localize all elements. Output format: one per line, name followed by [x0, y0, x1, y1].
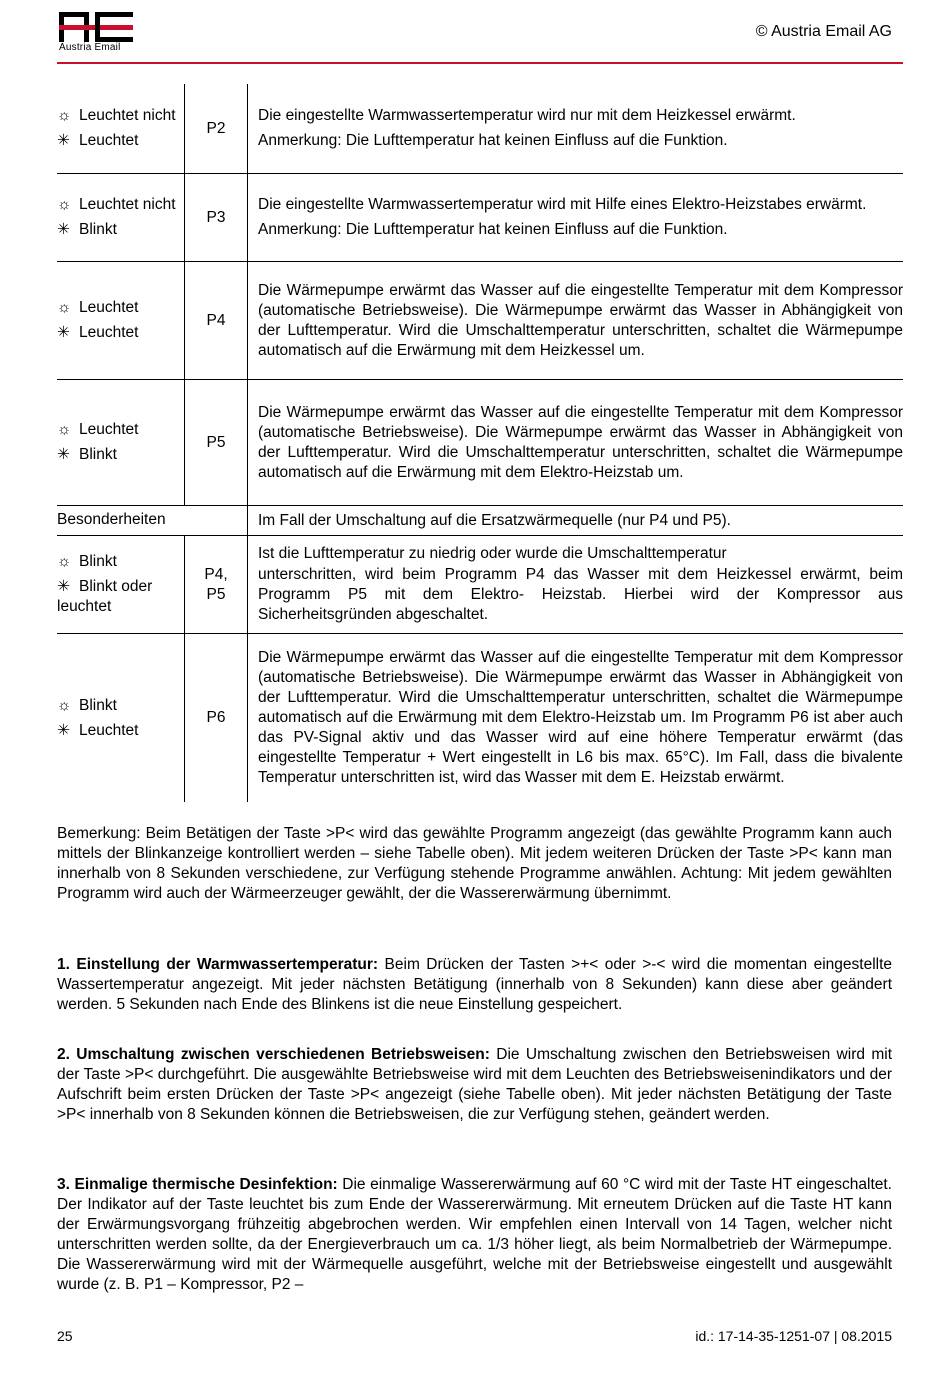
- description-cell: [248, 536, 903, 633]
- indicator-cell: [57, 262, 184, 379]
- program-label: P4, P5: [204, 565, 228, 603]
- document-id: id.: 17-14-35-1251-07 | 08.2015: [695, 1328, 892, 1344]
- page-number: 25: [57, 1328, 73, 1344]
- description-text: Die Wärmepumpe erwärmt das Wasser auf die eingestellte Temperatur mit dem Kompressor (automatische Betriebsweise). Die Wärmepumpe erwärmt das Wasser in Abhängigkeit von der Lufttemperatur. Wird die Umschalttemperatur unterschritten, schaltet die Wärmepumpe automatisch auf die Erwärmung mit dem Elektro-Heizstab um.: [258, 403, 903, 481]
- description-cell: [248, 262, 903, 379]
- section-operating-modes: [57, 1045, 892, 1125]
- description-text: Im Fall der Umschaltung auf die Ersatzwärmequelle (nur P4 und P5).: [258, 511, 731, 529]
- description-text: Ist die Lufttemperatur zu niedrig oder wurde die Umschalttemperatur: [258, 545, 727, 562]
- sun-outline-icon: ☼: [57, 553, 72, 570]
- section-title: 2. Umschaltung zwischen verschiedenen Betriebsweisen:: [57, 1046, 490, 1063]
- program-cell: P4: [184, 262, 248, 379]
- table-row: [57, 634, 903, 802]
- table-row: [57, 262, 903, 380]
- header-rule: [57, 62, 903, 64]
- sun-outline-icon: ☼: [57, 107, 72, 124]
- program-table: [57, 84, 903, 802]
- asterisk-icon: ✳: [57, 221, 70, 238]
- description-text-continued: unterschritten, wird beim Programm P4 das Wasser mit dem Heizkessel erwärmt, beim Programm P5 mit dem Elektro- Heizstab. Hierbei wird der Kompressor aus Sicherheitsgründen abgeschaltet.: [258, 566, 903, 623]
- sun-outline-icon: ☼: [57, 696, 72, 714]
- special-label-cell: Besonderheiten: [57, 506, 248, 535]
- sun-state: Blinkt: [79, 553, 117, 570]
- star-state: Blinkt oder leuchtet: [57, 578, 153, 615]
- indicator-cell: [57, 634, 184, 802]
- star-state: Leuchtet: [79, 324, 139, 341]
- star-state: Leuchtet: [79, 132, 139, 149]
- page-header: [0, 0, 950, 66]
- description-note: Anmerkung: Die Lufttemperatur hat keinen Einfluss auf die Funktion.: [258, 221, 728, 238]
- copyright-text: © Austria Email AG: [755, 23, 892, 40]
- description-text: Die Wärmepumpe erwärmt das Wasser auf die eingestellte Temperatur mit dem Kompressor (automatische Betriebsweise). Die Wärmepumpe erwärmt das Wasser in Abhängigkeit von der Lufttemperatur. Wird die Umschalttemperatur unterschritten, schaltet die Wärmepumpe automatisch auf die Erwärmung mit dem Heizkessel um.: [258, 281, 903, 359]
- sun-outline-icon: ☼: [57, 421, 72, 438]
- program-cell: P5: [184, 380, 248, 505]
- table-row: [57, 84, 903, 174]
- description-cell: [248, 84, 903, 173]
- sun-state: Blinkt: [79, 696, 117, 714]
- description-cell: [248, 634, 903, 802]
- indicator-cell: [57, 536, 184, 633]
- star-state: Leuchtet: [79, 721, 139, 739]
- indicator-cell: [57, 174, 184, 261]
- sun-outline-icon: ☼: [57, 299, 72, 316]
- asterisk-icon: ✳: [57, 578, 70, 595]
- table-row: [57, 506, 903, 536]
- indicator-cell: [57, 380, 184, 505]
- asterisk-icon: ✳: [57, 132, 70, 149]
- description-text: Die eingestellte Warmwassertemperatur wird nur mit dem Heizkessel erwärmt.: [258, 107, 796, 124]
- section-disinfection: [57, 1175, 892, 1295]
- asterisk-icon: ✳: [57, 721, 70, 739]
- description-text: Die eingestellte Warmwassertemperatur wird mit Hilfe eines Elektro-Heizstabes erwärmt.: [258, 196, 867, 213]
- program-cell: P2: [184, 84, 248, 173]
- program-cell: [184, 536, 248, 633]
- asterisk-icon: ✳: [57, 446, 70, 463]
- sun-state: Leuchtet nicht: [79, 107, 176, 124]
- sun-state: Leuchtet: [79, 421, 139, 438]
- section-temperature: [57, 955, 892, 1015]
- description-cell: [248, 506, 903, 535]
- description-text: Die Wärmepumpe erwärmt das Wasser auf die eingestellte Temperatur mit dem Kompressor (automatische Betriebsweise). Die Wärmepumpe erwärmt das Wasser in Abhängigkeit von der Lufttemperatur. Wird die Umschalttemperatur unterschritten, schaltet die Wärmepumpe automatisch auf die Erwärmung mit dem Elektro-Heizstab um. Im Programm P6 ist aber auch das PV-Signal aktiv und das Wasser wird auf eine höhere Temperatur erwärmt (das eingestellte Temperatur + Wert eingestellt in L6 bis max. 65°C). Im Fall, dass die bivalente Temperatur unterschritten ist, wird das Wasser mit dem E. Heizstab erwärmt.: [258, 649, 903, 786]
- description-cell: [248, 380, 903, 505]
- section-title: 3. Einmalige thermische Desinfektion:: [57, 1176, 338, 1193]
- section-text: Die Umschaltung zwischen den Betriebsweisen wird mit der Taste >P< durchgeführt. Die ausgewählte Betriebsweise wird mit dem Leuchten des Betriebsweisenindikators und der Aufschrift beim ersten Drücken der Taste >P< angezeigt (siehe Tabelle oben). Mit jeder nächsten Betätigung der Taste >P< innerhalb von 8 Sekunden können die Betriebsweisen, die zur Verfügung stehen, geändert werden.: [57, 1046, 892, 1123]
- logo-text: Austria Email: [59, 42, 121, 53]
- section-text: Beim Drücken der Tasten >+< oder >-< wird die momentan eingestellte Wassertemperatur angezeigt. Mit jeder nächsten Betätigung (innerhalb von 8 Sekunden) kann diese aber geändert werden. 5 Sekunden nach Ende des Blinkens ist die neue Einstellung gespeichert.: [57, 956, 893, 1013]
- description-note: Anmerkung: Die Lufttemperatur hat keinen Einfluss auf die Funktion.: [258, 132, 728, 149]
- star-state: Blinkt: [79, 221, 117, 238]
- indicator-cell: [57, 84, 184, 173]
- table-row: [57, 380, 903, 506]
- program-cell: P3: [184, 174, 248, 261]
- section-title: 1. Einstellung der Warmwassertemperatur:: [57, 956, 379, 973]
- description-cell: [248, 174, 903, 261]
- sun-state: Leuchtet: [79, 299, 139, 316]
- sun-state: Leuchtet nicht: [79, 196, 176, 213]
- remark-paragraph: Bemerkung: Beim Betätigen der Taste >P< wird das gewählte Programm angezeigt (das gewählte Programm kann auch mittels der Blinkanzeige kontrolliert werden – siehe Tabelle oben). Mit jedem weiteren Drücken der Taste >P< kann man innerhalb von 8 Sekunden verschiedene, zur Verfügung stehende Programme anwählen. Achtung: Mit jedem gewählten Programm wird auch der Wärmeerzeuger gewählt, der die Wassererwärmung übernimmt.: [57, 825, 892, 902]
- program-cell: P6: [184, 634, 248, 802]
- section-text: Die einmalige Wassererwärmung auf 60 °C wird mit der Taste HT eingeschaltet. Der Indikator auf der Taste leuchtet bis zum Ende der Wassererwärmung. Mit erneutem Drücken auf die Taste HT kann der Erwärmungsvorgang frühzeitig abgebrochen werden. Wir empfehlen einen Intervall von 14 Tagen, welcher nicht unterschritten werden sollte, da der Energieverbrauch um ca. 1/3 höher liegt, als beim Normalbetrieb der Wärmepumpe. Die Wassererwärmung wird mit der Wärmequelle ausgeführt, welche mit der Betriebsweise eingestellt und ausgewählt wurde (z. B. P1 – Kompressor, P2 –: [57, 1176, 892, 1293]
- sun-outline-icon: ☼: [57, 196, 72, 213]
- asterisk-icon: ✳: [57, 324, 70, 341]
- table-row: [57, 536, 903, 634]
- table-row: [57, 174, 903, 262]
- star-state: Blinkt: [79, 446, 117, 463]
